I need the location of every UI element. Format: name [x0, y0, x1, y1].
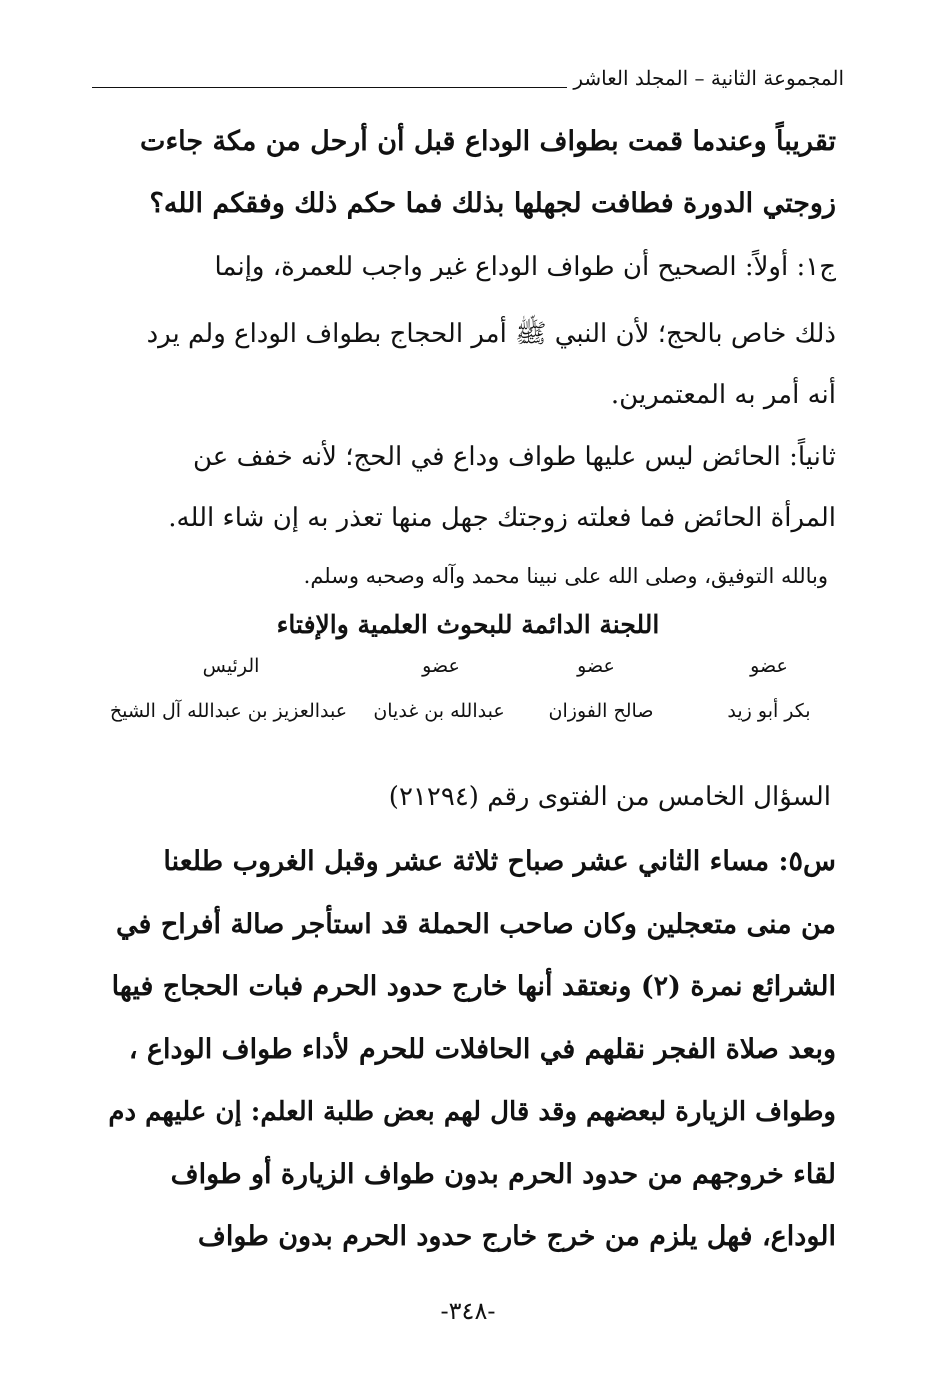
member-name: عبدالعزيز بن عبدالله آل الشيخ: [109, 700, 348, 722]
question5-line: وبعد صلاة الفجر نقلهم في الحافلات للحرم لأداء طواف الوداع ،: [128, 1034, 836, 1065]
member-name: بكر أبو زيد: [727, 700, 811, 722]
closing-line: وبالله التوفيق، وصلى الله على نبينا محمد وآله وصحبه وسلم.: [303, 564, 828, 588]
answer-line: المرأة الحائض فما فعلته زوجتك جهل منها تعذر به إن شاء الله.: [168, 503, 836, 533]
member-role: عضو: [750, 655, 788, 677]
answer-line: ج١: أولاً: الصحيح أن طواف الوداع غير واجب للعمرة، وإنما: [214, 252, 836, 282]
question5-line: الشرائع نمرة (٢) ونعتقد أنها خارج حدود الحرم فبات الحجاج فيها: [111, 971, 836, 1002]
page-number: -٣٤٨-: [440, 1297, 496, 1325]
answer-line: ذلك خاص بالحج؛ لأن النبي ﷺ أمر الحجاج بطواف الوداع ولم يرد: [146, 319, 836, 349]
header-rule: [92, 87, 567, 88]
question5-line: وطواف الزيارة لبعضهم وقد قال لهم بعض طلبة العلم: إن عليهم دم: [108, 1097, 836, 1127]
member-role: الرئيس: [202, 655, 260, 677]
member-role: عضو: [577, 655, 615, 677]
running-header: المجموعة الثانية – المجلد العاشر: [573, 66, 844, 90]
question5-line: لقاء خروجهم من حدود الحرم بدون طواف الزيارة أو طواف: [170, 1159, 836, 1190]
question-heading: السؤال الخامس من الفتوى رقم (٢١٢٩٤): [388, 782, 831, 812]
member-name: عبدالله بن غديان: [373, 700, 505, 722]
member-role: عضو: [422, 655, 460, 677]
question5-line: الوداع، فهل يلزم من خرج خارج حدود الحرم بدون طواف: [197, 1221, 836, 1252]
member-name: صالح الفوزان: [548, 700, 654, 722]
question5-line: س٥: مساء الثاني عشر صباح ثلاثة عشر وقبل الغروب طلعنا: [163, 846, 836, 877]
answer-line: ثانياً: الحائض ليس عليها طواف وداع في الحج؛ لأنه خفف عن: [193, 442, 836, 472]
answer-line: أنه أمر به المعتمرين.: [610, 380, 836, 410]
question-line: زوجتي الدورة فطافت لجهلها بذلك فما حكم ذلك وفقكم الله؟: [149, 188, 836, 219]
question-line: تقريباً وعندما قمت بطواف الوداع قبل أن أرحل من مكة جاءت: [140, 126, 836, 157]
committee-title: اللجنة الدائمة للبحوث العلمية والإفتاء: [276, 610, 660, 639]
question5-line: من منى متعجلين وكان صاحب الحملة قد استأجر صالة أفراح في: [116, 909, 836, 940]
